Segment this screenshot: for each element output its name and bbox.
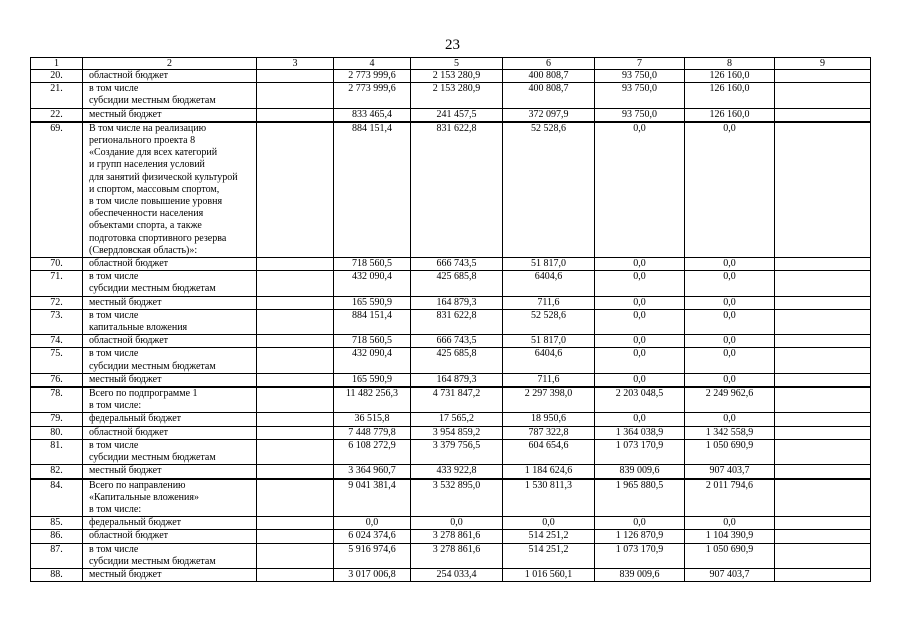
- page-number: 23: [445, 37, 460, 53]
- col9-cell: [775, 122, 871, 258]
- col7-cell: 0,0: [595, 335, 685, 348]
- col4-cell: 165 590,9: [334, 296, 411, 309]
- indicator-name-cell: областной бюджет: [83, 426, 257, 439]
- col4-cell: 718 560,5: [334, 335, 411, 348]
- indicator-name-cell: федеральный бюджет: [83, 517, 257, 530]
- col5-cell: 2 153 280,9: [411, 70, 503, 83]
- col6-cell: 514 251,2: [503, 543, 595, 568]
- indicator-name-cell: в том числе субсидии местным бюджетам: [83, 439, 257, 464]
- col5-cell: 425 685,8: [411, 348, 503, 373]
- col9-cell: [775, 530, 871, 543]
- indicator-name-cell: В том числе на реализацию регионального проекта 8 «Создание для всех категорий и групп населения условий для занятий физической культурой и спортом, массовым спортом, в том числе повышение уровня обеспеченности населения объектами спорта, а также подготовка спортивного резерва (Свердловская область)»:: [83, 122, 257, 258]
- col8-cell: 0,0: [685, 258, 775, 271]
- col7-cell: 1 126 870,9: [595, 530, 685, 543]
- column-header: 1: [31, 58, 83, 70]
- col9-cell: [775, 373, 871, 387]
- col7-cell: 1 364 038,9: [595, 426, 685, 439]
- col9-cell: [775, 439, 871, 464]
- col5-cell: 3 532 895,0: [411, 479, 503, 517]
- indicator-name-cell: областной бюджет: [83, 530, 257, 543]
- col5-cell: 831 622,8: [411, 122, 503, 258]
- col9-cell: [775, 296, 871, 309]
- column-header: 2: [83, 58, 257, 70]
- col6-cell: 18 950,6: [503, 413, 595, 426]
- row-number-cell: 82.: [31, 465, 83, 479]
- col8-cell: 0,0: [685, 122, 775, 258]
- col6-cell: 0,0: [503, 517, 595, 530]
- column-header: 7: [595, 58, 685, 70]
- col4-cell: 718 560,5: [334, 258, 411, 271]
- table-row: [31, 387, 871, 413]
- col8-cell: 0,0: [685, 309, 775, 334]
- indicator-name-cell: в том числе субсидии местным бюджетам: [83, 348, 257, 373]
- col3-cell: [257, 122, 334, 258]
- col3-cell: [257, 568, 334, 581]
- table-row: [31, 271, 871, 296]
- col6-cell: 711,6: [503, 373, 595, 387]
- budget-table: [30, 57, 871, 582]
- table-row: [31, 258, 871, 271]
- col9-cell: [775, 335, 871, 348]
- table-row: [31, 543, 871, 568]
- col5-cell: 433 922,8: [411, 465, 503, 479]
- row-number-cell: 21.: [31, 83, 83, 108]
- col8-cell: 907 403,7: [685, 568, 775, 581]
- table-row: [31, 83, 871, 108]
- col5-cell: 164 879,3: [411, 373, 503, 387]
- col9-cell: [775, 517, 871, 530]
- col8-cell: 0,0: [685, 335, 775, 348]
- column-header: 5: [411, 58, 503, 70]
- col9-cell: [775, 83, 871, 108]
- table-row: [31, 530, 871, 543]
- row-number-cell: 70.: [31, 258, 83, 271]
- col8-cell: 1 104 390,9: [685, 530, 775, 543]
- col4-cell: 833 465,4: [334, 108, 411, 122]
- col7-cell: 2 203 048,5: [595, 387, 685, 413]
- row-number-cell: 78.: [31, 387, 83, 413]
- col6-cell: 6404,6: [503, 271, 595, 296]
- indicator-name-cell: в том числе субсидии местным бюджетам: [83, 83, 257, 108]
- table-row: [31, 517, 871, 530]
- col5-cell: 3 278 861,6: [411, 530, 503, 543]
- indicator-name-cell: местный бюджет: [83, 108, 257, 122]
- col6-cell: 514 251,2: [503, 530, 595, 543]
- table-row: [31, 413, 871, 426]
- table-row: [31, 373, 871, 387]
- col9-cell: [775, 348, 871, 373]
- table-row: [31, 108, 871, 122]
- row-number-cell: 75.: [31, 348, 83, 373]
- col6-cell: 604 654,6: [503, 439, 595, 464]
- col9-cell: [775, 568, 871, 581]
- col3-cell: [257, 517, 334, 530]
- row-number-cell: 73.: [31, 309, 83, 334]
- indicator-name-cell: местный бюджет: [83, 373, 257, 387]
- table-row: [31, 568, 871, 581]
- col6-cell: 711,6: [503, 296, 595, 309]
- row-number-cell: 80.: [31, 426, 83, 439]
- row-number-cell: 69.: [31, 122, 83, 258]
- column-header: 3: [257, 58, 334, 70]
- col3-cell: [257, 465, 334, 479]
- table-row: [31, 309, 871, 334]
- row-number-cell: 84.: [31, 479, 83, 517]
- col5-cell: 254 033,4: [411, 568, 503, 581]
- indicator-name-cell: местный бюджет: [83, 465, 257, 479]
- indicator-name-cell: в том числе капитальные вложения: [83, 309, 257, 334]
- col3-cell: [257, 439, 334, 464]
- col9-cell: [775, 543, 871, 568]
- indicator-name-cell: в том числе субсидии местным бюджетам: [83, 271, 257, 296]
- row-number-cell: 72.: [31, 296, 83, 309]
- col9-cell: [775, 258, 871, 271]
- table-row: [31, 70, 871, 83]
- col9-cell: [775, 426, 871, 439]
- row-number-cell: 85.: [31, 517, 83, 530]
- col9-cell: [775, 479, 871, 517]
- col6-cell: 51 817,0: [503, 335, 595, 348]
- indicator-name-cell: Всего по направлению «Капитальные вложения» в том числе:: [83, 479, 257, 517]
- col8-cell: 0,0: [685, 271, 775, 296]
- col4-cell: 9 041 381,4: [334, 479, 411, 517]
- col5-cell: 4 731 847,2: [411, 387, 503, 413]
- row-number-cell: 88.: [31, 568, 83, 581]
- col6-cell: 52 528,6: [503, 122, 595, 258]
- col8-cell: 0,0: [685, 373, 775, 387]
- col5-cell: 666 743,5: [411, 335, 503, 348]
- col6-cell: 787 322,8: [503, 426, 595, 439]
- col4-cell: 6 024 374,6: [334, 530, 411, 543]
- col5-cell: 3 379 756,5: [411, 439, 503, 464]
- col8-cell: 0,0: [685, 348, 775, 373]
- row-number-cell: 22.: [31, 108, 83, 122]
- indicator-name-cell: областной бюджет: [83, 70, 257, 83]
- row-number-cell: 74.: [31, 335, 83, 348]
- col7-cell: 93 750,0: [595, 83, 685, 108]
- col8-cell: 126 160,0: [685, 83, 775, 108]
- indicator-name-cell: федеральный бюджет: [83, 413, 257, 426]
- table-body: [31, 58, 871, 582]
- col6-cell: 2 297 398,0: [503, 387, 595, 413]
- col9-cell: [775, 271, 871, 296]
- col5-cell: 0,0: [411, 517, 503, 530]
- table-row: [31, 479, 871, 517]
- col4-cell: 2 773 999,6: [334, 70, 411, 83]
- table-row: [31, 122, 871, 258]
- col3-cell: [257, 70, 334, 83]
- col8-cell: 0,0: [685, 413, 775, 426]
- col5-cell: 241 457,5: [411, 108, 503, 122]
- col9-cell: [775, 108, 871, 122]
- column-header: 4: [334, 58, 411, 70]
- row-number-cell: 71.: [31, 271, 83, 296]
- indicator-name-cell: областной бюджет: [83, 335, 257, 348]
- col4-cell: 884 151,4: [334, 122, 411, 258]
- col4-cell: 3 017 006,8: [334, 568, 411, 581]
- col8-cell: 126 160,0: [685, 108, 775, 122]
- column-header: 9: [775, 58, 871, 70]
- col3-cell: [257, 543, 334, 568]
- col7-cell: 0,0: [595, 348, 685, 373]
- col7-cell: 839 009,6: [595, 465, 685, 479]
- col7-cell: 0,0: [595, 296, 685, 309]
- col4-cell: 432 090,4: [334, 348, 411, 373]
- col5-cell: 17 565,2: [411, 413, 503, 426]
- col6-cell: 400 808,7: [503, 83, 595, 108]
- col3-cell: [257, 271, 334, 296]
- col3-cell: [257, 258, 334, 271]
- col8-cell: 1 050 690,9: [685, 439, 775, 464]
- col4-cell: 165 590,9: [334, 373, 411, 387]
- col6-cell: 52 528,6: [503, 309, 595, 334]
- indicator-name-cell: местный бюджет: [83, 568, 257, 581]
- col6-cell: 51 817,0: [503, 258, 595, 271]
- col5-cell: 2 153 280,9: [411, 83, 503, 108]
- col7-cell: 93 750,0: [595, 108, 685, 122]
- col8-cell: 2 011 794,6: [685, 479, 775, 517]
- col9-cell: [775, 309, 871, 334]
- col5-cell: 666 743,5: [411, 258, 503, 271]
- col4-cell: 884 151,4: [334, 309, 411, 334]
- col4-cell: 36 515,8: [334, 413, 411, 426]
- col6-cell: 372 097,9: [503, 108, 595, 122]
- col3-cell: [257, 83, 334, 108]
- col3-cell: [257, 309, 334, 334]
- table-row: [31, 296, 871, 309]
- col9-cell: [775, 413, 871, 426]
- col5-cell: 164 879,3: [411, 296, 503, 309]
- column-header: 6: [503, 58, 595, 70]
- col7-cell: 1 073 170,9: [595, 439, 685, 464]
- col3-cell: [257, 335, 334, 348]
- indicator-name-cell: в том числе субсидии местным бюджетам: [83, 543, 257, 568]
- col6-cell: 1 184 624,6: [503, 465, 595, 479]
- table-row: [31, 439, 871, 464]
- col8-cell: 0,0: [685, 517, 775, 530]
- col8-cell: 126 160,0: [685, 70, 775, 83]
- col8-cell: 907 403,7: [685, 465, 775, 479]
- col9-cell: [775, 465, 871, 479]
- col7-cell: 1 965 880,5: [595, 479, 685, 517]
- col3-cell: [257, 387, 334, 413]
- col7-cell: 0,0: [595, 258, 685, 271]
- table-row: [31, 348, 871, 373]
- col6-cell: 1 016 560,1: [503, 568, 595, 581]
- row-number-cell: 79.: [31, 413, 83, 426]
- col5-cell: 3 278 861,6: [411, 543, 503, 568]
- table-row: [31, 426, 871, 439]
- col7-cell: 839 009,6: [595, 568, 685, 581]
- row-number-cell: 20.: [31, 70, 83, 83]
- col6-cell: 1 530 811,3: [503, 479, 595, 517]
- indicator-name-cell: областной бюджет: [83, 258, 257, 271]
- col5-cell: 425 685,8: [411, 271, 503, 296]
- indicator-name-cell: местный бюджет: [83, 296, 257, 309]
- col6-cell: 6404,6: [503, 348, 595, 373]
- col8-cell: 1 342 558,9: [685, 426, 775, 439]
- col8-cell: 1 050 690,9: [685, 543, 775, 568]
- col7-cell: 93 750,0: [595, 70, 685, 83]
- col4-cell: 6 108 272,9: [334, 439, 411, 464]
- col6-cell: 400 808,7: [503, 70, 595, 83]
- col4-cell: 7 448 779,8: [334, 426, 411, 439]
- col7-cell: 1 073 170,9: [595, 543, 685, 568]
- col3-cell: [257, 530, 334, 543]
- indicator-name-cell: Всего по подпрограмме 1 в том числе:: [83, 387, 257, 413]
- col9-cell: [775, 387, 871, 413]
- table-row: [31, 465, 871, 479]
- table-row: [31, 335, 871, 348]
- row-number-cell: 87.: [31, 543, 83, 568]
- col7-cell: 0,0: [595, 309, 685, 334]
- col3-cell: [257, 296, 334, 309]
- column-header-row: [31, 58, 871, 70]
- col8-cell: 2 249 962,6: [685, 387, 775, 413]
- col4-cell: 2 773 999,6: [334, 83, 411, 108]
- col7-cell: 0,0: [595, 517, 685, 530]
- col5-cell: 3 954 859,2: [411, 426, 503, 439]
- col3-cell: [257, 108, 334, 122]
- col5-cell: 831 622,8: [411, 309, 503, 334]
- col8-cell: 0,0: [685, 296, 775, 309]
- row-number-cell: 81.: [31, 439, 83, 464]
- col4-cell: 0,0: [334, 517, 411, 530]
- col3-cell: [257, 348, 334, 373]
- col9-cell: [775, 70, 871, 83]
- col4-cell: 3 364 960,7: [334, 465, 411, 479]
- col4-cell: 5 916 974,6: [334, 543, 411, 568]
- col3-cell: [257, 373, 334, 387]
- column-header: 8: [685, 58, 775, 70]
- row-number-cell: 76.: [31, 373, 83, 387]
- col7-cell: 0,0: [595, 122, 685, 258]
- col7-cell: 0,0: [595, 413, 685, 426]
- col7-cell: 0,0: [595, 373, 685, 387]
- row-number-cell: 86.: [31, 530, 83, 543]
- col3-cell: [257, 426, 334, 439]
- col7-cell: 0,0: [595, 271, 685, 296]
- col4-cell: 11 482 256,3: [334, 387, 411, 413]
- col3-cell: [257, 479, 334, 517]
- col4-cell: 432 090,4: [334, 271, 411, 296]
- col3-cell: [257, 413, 334, 426]
